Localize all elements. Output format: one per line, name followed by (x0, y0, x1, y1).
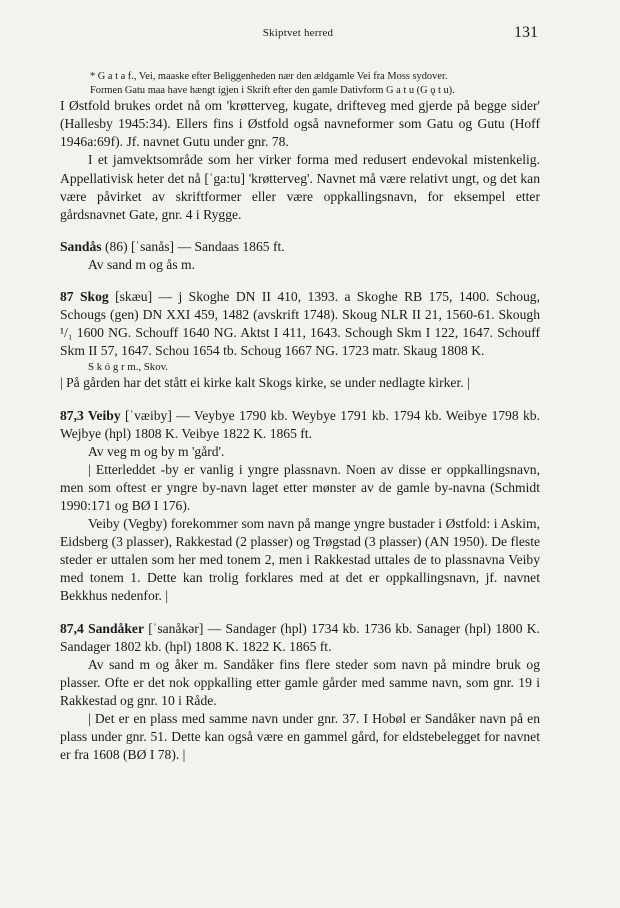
entry-paragraph: | Etterleddet -by er vanlig i yngre plassnavn. Noen av disse er oppkallingsnavn, men som oftest er yngre by-navn laget etter mønster av de gamle by-navna (Schmidt 1990:171 og BØ I 176). (60, 461, 540, 513)
entry-forms: [skæu] — j Skoghe DN II 410, 1393. a Skoghe RB 175, 1400. Schoug, Schougs (gen) DN XXI 459, 1482 (avskrift 1748). Skoug NLR II 21, 1560-61. Skough ¹/₁ 1600 NG. Schouff 1640 NG. Aktst I 411, 1643. Schough Skm I 122, 1647. Schouff Skm II 57, 1647. Schou 1654 tb. Schoug 1667 NG. 1723 matr. Skaug 1808 K. (60, 289, 540, 359)
footnote-line: Formen Gatu maa have hængt igjen i Skrift efter den gamle Dativform G a t u (G ǫ t u). (90, 84, 455, 96)
entry-forms: (86) [ˈsanås] — Sandaas 1865 ft. (101, 238, 285, 254)
entry-title: 87,3 Veiby (60, 407, 121, 423)
entry-skog (60, 288, 540, 360)
entry-paragraph: | På gården har det stått ei kirke kalt Skogs kirke, se under nedlagte kirker. | (60, 375, 470, 391)
entry-paragraph: | Det er en plass med samme navn under gnr. 37. I Hobøl er Sandåker navn på en plass under gnr. 51. Dette kan også være en gammel gård, for eldstebelegget for navnet er fra 1608 (BØ I 78). | (60, 711, 540, 763)
entry-title: 87 Skog (60, 289, 109, 305)
entry-etymology: Av sand m og ås m. (88, 256, 195, 272)
page-number: 131 (514, 24, 538, 41)
entry-sandaker (60, 620, 540, 656)
page-header (58, 24, 538, 44)
gata-paragraph: I Østfold brukes ordet nå om 'krøtterveg, kugate, drifteveg med gjerde på begge sider' (Hallesby 1945:34). Ellers fins i Østfold også navneformer som Gatu og Gutu (Hoff 1946a:69f). Jf. navnet Gutu under gnr. 78. (60, 98, 540, 150)
entry-etymology: Av veg m og by m 'gård'. (88, 443, 225, 459)
entry-paragraph: Veiby (Vegby) forekommer som navn på mange yngre bustader i Østfold: i Askim, Eidsberg (3 plasser), Rakkestad (2 plasser) og Trøgstad (3 plasser) (AN 1950). De fleste steder er uttalen som her med tonem 2, men i Rakkestad uttales de to plassnavna Veiby med tonem 1. Dette kan trolig forklares med at det er oppkallingsnavn, jf. navnet Bekkhus nedenfor. | (60, 516, 540, 604)
entry-forms: [ˈvæiby] — Veybye 1790 kb. Weybye 1791 kb. 1794 kb. Weibye 1798 kb. Wejbye (hpl) 1808 K. Veibye 1822 K. 1865 ft. (60, 407, 540, 441)
entry-veiby (60, 407, 540, 443)
footnote-gata (60, 70, 540, 97)
gata-paragraph: I et jamvektsområde som her virker forma med redusert endevokal mistenkelig. Appellativisk heter det nå [ˈga:tu] 'krøtterveg'. Navnet må være relativt ungt, og det kan være påvirket av skriftformer eller være oppkallingsnavn, for eksempel etter gårdsnavnet Gate, gnr. 4 i Rygge. (60, 152, 540, 222)
footnote-line: * G a t a f., Vei, maaske efter Beliggenheden nær den ældgamle Vei fra Moss sydover. (90, 71, 448, 82)
entry-note: S k ó g r m., Skov. (88, 361, 168, 374)
entry-sandas (60, 238, 540, 256)
body-text (60, 70, 540, 764)
entry-title: 87,4 Sandåker (60, 620, 144, 636)
entry-forms: [ˈsanåkər] — Sandager (hpl) 1734 kb. 1736 kb. Sanager (hpl) 1800 K. Sandager 1802 kb. (hpl) 1808 K. 1822 K. 1865 ft. (60, 620, 541, 654)
entry-paragraph: Av sand m og åker m. Sandåker fins flere steder som navn på mindre bruk og plasser. Ofte er det nok oppkalling etter gamle gårder med samme navn, som gnr. 19 i Rakkestad og gnr. 10 i Råde. (60, 656, 540, 708)
entry-title: Sandås (60, 238, 102, 254)
running-title: Skiptvet herred (262, 27, 334, 39)
